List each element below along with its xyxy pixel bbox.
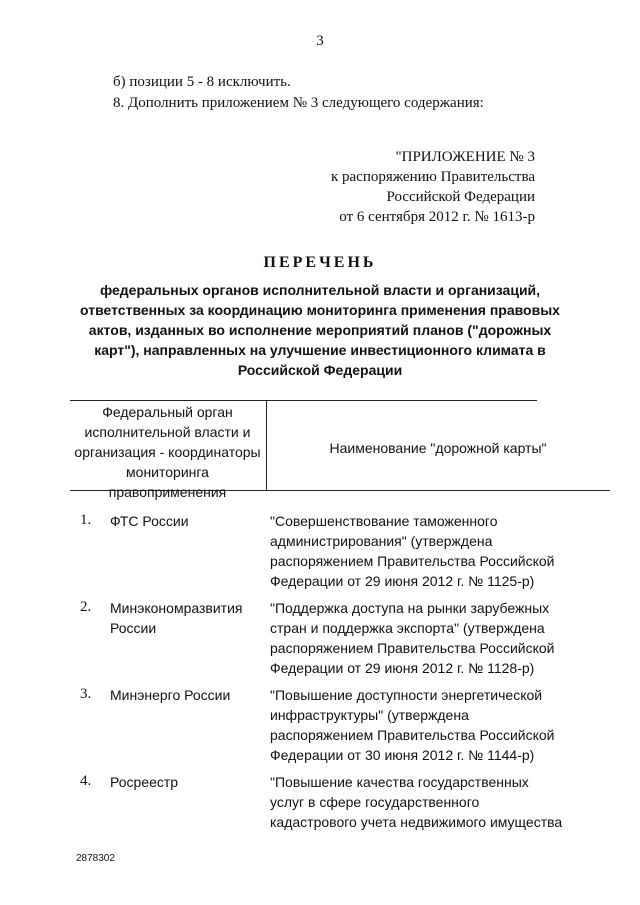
table-column-divider (266, 400, 267, 490)
document-code: 2878302 (76, 853, 115, 864)
subtitle-line: Российской Федерации (237, 362, 403, 378)
page-number: 3 (316, 33, 324, 49)
table-header-coordinator: Федеральный орган исполнительной власти и организация - координаторы мониторинга правоприменения (74, 404, 261, 500)
appendix-line: к распоряжению Правительства (330, 169, 535, 185)
appendix-line: от 6 сентября 2012 г. № 1613-р (339, 209, 535, 225)
row-organization: ФТС России (110, 513, 189, 529)
row-roadmap: "Поддержка доступа на рынки зарубежных стран и поддержка экспорта" (утверждена распоряжением Правительства Российской Федерации от 29 июня 2012 г. № 1128-р) (270, 600, 555, 676)
appendix-line: Российской Федерации (386, 189, 535, 205)
row-organization: Минэкономразвития России (110, 600, 243, 636)
document-title: ПЕРЕЧЕНЬ (263, 254, 377, 271)
intro-line-2: 8. Дополнить приложением № 3 следующего содержания: (113, 95, 484, 111)
subtitle-line: федеральных органов исполнительной власти и организаций, (99, 282, 541, 298)
row-number: 4. (80, 773, 92, 789)
intro-line-1: б) позиции 5 - 8 исключить. (113, 74, 291, 90)
row-roadmap: "Повышение качества государственных услуг в сфере государственного кадастрового учета недвижимого имущества (270, 774, 563, 830)
subtitle-line: карт"), направленных на улучшение инвестиционного климата в (94, 342, 546, 358)
document-subtitle (0, 280, 640, 380)
row-number: 3. (80, 686, 92, 702)
row-roadmap: "Совершенствование таможенного администрирования" (утверждена распоряжением Правительства Российской Федерации от 29 июня 2012 г. № 1125-р) (270, 513, 555, 589)
table-header-roadmap: Наименование "дорожной карты" (329, 440, 547, 456)
appendix-header (0, 147, 535, 227)
subtitle-line: актов, изданных во исполнение мероприятий планов ("дорожных (88, 322, 552, 338)
row-roadmap: "Повышение доступности энергетической инфраструктуры" (утверждена распоряжением Правительства Российской Федерации от 30 июня 2012 г. № 1144-р) (270, 687, 555, 763)
row-organization: Минэнерго России (110, 687, 231, 703)
row-number: 2. (80, 599, 92, 615)
appendix-line: "ПРИЛОЖЕНИЕ № 3 (395, 149, 535, 165)
row-organization: Росреестр (110, 774, 179, 790)
row-number: 1. (80, 512, 92, 528)
table-top-rule (70, 400, 537, 401)
subtitle-line: ответственных за координацию мониторинга применения правовых (80, 302, 560, 318)
